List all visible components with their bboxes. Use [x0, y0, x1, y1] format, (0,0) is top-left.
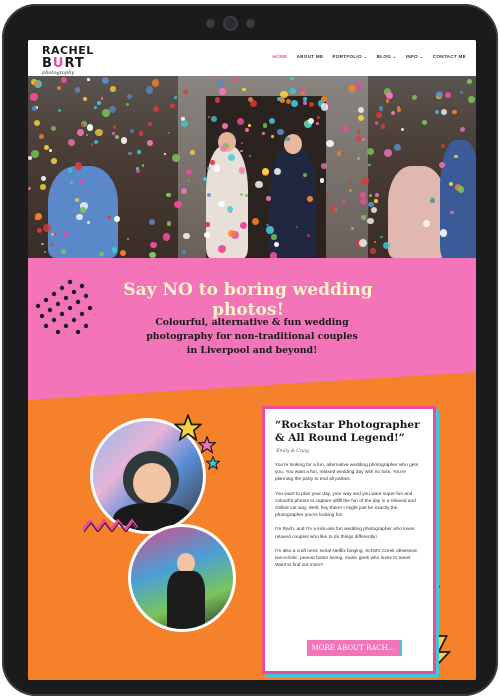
confetti-dot: [386, 92, 393, 99]
confetti-dot: [361, 177, 368, 184]
confetti-dot: [181, 188, 187, 194]
confetti-dot: [70, 181, 73, 184]
confetti-dot: [210, 160, 215, 165]
confetti-dot: [172, 154, 180, 162]
logo-letter: B: [42, 56, 53, 71]
confetti-dot: [112, 132, 115, 135]
confetti-dot: [449, 182, 453, 186]
confetti-dot: [374, 199, 377, 202]
more-about-rach-button[interactable]: MORE ABOUT RACH...: [307, 640, 399, 656]
confetti-dot: [289, 88, 295, 94]
confetti-dot: [40, 184, 46, 190]
confetti-dot: [120, 250, 126, 256]
confetti-dot: [43, 224, 51, 232]
confetti-dot: [41, 243, 43, 245]
confetti-dot: [81, 124, 84, 127]
confetti-dot: [94, 106, 97, 109]
front-camera: [225, 18, 236, 29]
confetti-dot: [303, 97, 306, 100]
portrait-photo-2: [128, 524, 236, 632]
confetti-dot: [309, 102, 314, 107]
confetti-dot: [34, 120, 40, 126]
portrait-face: [177, 553, 195, 573]
hero-subline: Colourful, alternative & fun wedding photography for non-traditional couples in Liverpool and beyond!: [146, 317, 358, 356]
confetti-dot: [150, 242, 156, 248]
confetti-dot: [142, 164, 144, 166]
confetti-dot: [37, 228, 42, 233]
testimonial-author: -Emily & Craig: [275, 449, 309, 454]
logo-tagline: photography: [42, 70, 75, 76]
confetti-dot: [79, 179, 84, 184]
confetti-dot: [75, 198, 79, 202]
nav-contact[interactable]: CONTACT ME: [432, 54, 466, 59]
confetti-dot: [460, 127, 465, 132]
confetti-dot: [57, 86, 61, 90]
confetti-dot: [232, 77, 237, 82]
confetti-dot: [28, 187, 31, 190]
confetti-dot: [130, 129, 134, 133]
confetti-dot: [183, 90, 187, 94]
confetti-dot: [436, 91, 443, 98]
confetti-dot: [285, 137, 289, 141]
confetti-dot: [349, 181, 352, 184]
confetti-dot: [263, 123, 267, 127]
confetti-dot: [326, 140, 333, 147]
camera-dot: [206, 19, 215, 28]
confetti-dot: [227, 206, 233, 212]
hero-wedding-photo: [28, 76, 476, 258]
confetti-dot: [148, 122, 152, 126]
confetti-dot: [94, 140, 98, 144]
confetti-dot: [97, 101, 101, 105]
hero-headline: Say NO to boring wedding photos!: [123, 280, 373, 320]
confetti-dot: [102, 77, 109, 84]
confetti-dot: [245, 194, 248, 197]
confetti-dot: [359, 239, 367, 247]
confetti-dot: [441, 109, 447, 115]
confetti-dot: [401, 128, 404, 131]
confetti-dot: [61, 77, 67, 83]
confetti-dot: [80, 207, 86, 213]
confetti-dot: [321, 163, 327, 169]
nav-home[interactable]: HOME: [272, 54, 288, 59]
confetti-dot: [342, 200, 345, 203]
confetti-dot: [51, 158, 56, 163]
nav-info[interactable]: INFO ⌄: [405, 54, 424, 59]
confetti-dot: [58, 109, 60, 111]
nav-portfolio[interactable]: PORTFOLIO ⌄: [332, 54, 368, 59]
confetti-dot: [342, 125, 349, 132]
confetti-dot: [375, 193, 379, 197]
main-nav: [272, 54, 466, 60]
confetti-dot: [128, 152, 131, 155]
confetti-dot: [384, 149, 392, 157]
camera-dot: [246, 19, 255, 28]
confetti-dot: [357, 157, 359, 159]
star-icon: [206, 456, 220, 470]
confetti-dot: [77, 129, 84, 136]
confetti-dot: [360, 198, 367, 205]
confetti-dot: [321, 96, 327, 102]
site-logo[interactable]: [42, 45, 94, 76]
confetti-dot: [394, 144, 401, 151]
hero-guest: [388, 166, 446, 258]
confetti-dot: [51, 126, 56, 131]
confetti-dot: [87, 124, 93, 130]
about-paragraph: I'm also a craft nerd, serial Netflix binging, Schitt's Creek obsessed, tea-a-holic, peanut butter loving, music geek who loves to travel. Want to find out more?: [275, 548, 418, 569]
confetti-dot: [83, 97, 87, 101]
confetti-dot: [170, 104, 174, 108]
confetti-dot: [86, 134, 88, 136]
confetti-dot: [468, 96, 475, 103]
confetti-dot: [239, 167, 246, 174]
confetti-dot: [386, 99, 389, 102]
hero-guest: [440, 140, 476, 258]
confetti-dot: [115, 135, 119, 139]
confetti-dot: [113, 125, 116, 128]
testimonial-quote: “Rockstar Photographer & All Round Legend!”: [275, 419, 420, 444]
confetti-dot: [76, 214, 82, 220]
portrait-face: [133, 463, 171, 503]
confetti-dot: [153, 106, 159, 112]
confetti-dot: [127, 94, 132, 99]
confetti-dot: [166, 193, 171, 198]
confetti-dot: [266, 226, 273, 233]
confetti-dot: [291, 100, 298, 107]
confetti-dot: [452, 110, 457, 115]
confetti-dot: [367, 148, 375, 156]
confetti-dot: [126, 103, 128, 105]
confetti-dot: [240, 193, 243, 196]
confetti-dot: [423, 220, 430, 227]
confetti-dot: [441, 144, 445, 148]
confetti-dot: [249, 155, 251, 157]
confetti-dot: [255, 181, 263, 189]
confetti-dot: [248, 124, 251, 127]
tablet-frame: [2, 4, 498, 696]
confetti-dot: [412, 95, 417, 100]
confetti-dot: [39, 134, 44, 139]
confetti-dot: [186, 169, 192, 175]
confetti-dot: [357, 130, 360, 133]
confetti-dot: [361, 215, 365, 219]
confetti-dot: [458, 186, 465, 193]
confetti-dot: [75, 87, 81, 93]
confetti-dot: [95, 129, 103, 137]
star-icon: [198, 436, 216, 454]
nav-about[interactable]: ABOUT ME: [296, 54, 324, 59]
confetti-dot: [222, 123, 228, 129]
confetti-dot: [168, 132, 170, 134]
confetti-dot: [450, 211, 454, 215]
confetti-dot: [370, 248, 375, 253]
confetti-dot: [271, 234, 276, 239]
confetti-dot: [136, 167, 139, 170]
confetti-dot: [467, 79, 472, 84]
confetti-dot: [213, 165, 220, 172]
confetti-dot: [167, 221, 171, 225]
confetti-dot: [44, 251, 46, 253]
confetti-dot: [76, 249, 82, 255]
confetti-dot: [30, 93, 38, 101]
about-paragraph: I'm Rach, and I'm a kick-ass fun wedding photographer who loves relaxed couples who like to do things differently!: [275, 527, 415, 540]
confetti-dot: [61, 249, 66, 254]
confetti-dot: [87, 78, 90, 81]
confetti-dot: [440, 229, 448, 237]
confetti-dot: [435, 110, 439, 114]
confetti-dot: [356, 136, 361, 141]
confetti-dot: [54, 233, 56, 235]
about-card: [262, 406, 436, 674]
confetti-dot: [381, 124, 385, 128]
confetti-dot: [397, 108, 401, 112]
confetti-dot: [34, 81, 39, 86]
confetti-dot: [218, 245, 226, 253]
confetti-dot: [41, 176, 46, 181]
confetti-dot: [174, 96, 177, 99]
about-paragraph: You're looking for a fun, alternative wedding photographer who gets you. You want a fun, relaxed wedding day with no fuss. You're planning the party to end all parties.: [275, 463, 419, 483]
confetti-dot: [303, 173, 307, 177]
confetti-dot: [422, 120, 427, 125]
confetti-dot: [460, 91, 463, 94]
confetti-dot: [101, 97, 104, 100]
logo-line-2: [42, 57, 94, 70]
confetti-dot: [320, 178, 324, 182]
confetti-dot: [109, 106, 116, 113]
confetti-dot: [391, 111, 396, 116]
confetti-dot: [114, 216, 120, 222]
confetti-dot: [330, 205, 337, 212]
confetti-dot: [303, 101, 307, 105]
confetti-dot: [430, 199, 434, 203]
confetti-dot: [31, 150, 39, 158]
confetti-dot: [380, 236, 383, 239]
confetti-dot: [362, 138, 365, 141]
confetti-dot: [49, 149, 52, 152]
confetti-dot: [44, 145, 49, 150]
cta-wrapper: [307, 637, 399, 656]
confetti-dot: [445, 92, 451, 98]
logo-letter: U: [52, 56, 65, 71]
confetti-dot: [368, 202, 374, 208]
confetti-dot: [121, 137, 128, 144]
nav-blog[interactable]: BLOG ⌄: [376, 54, 397, 59]
confetti-dot: [214, 78, 217, 81]
confetti-dot: [376, 112, 382, 118]
confetti-dot: [149, 219, 155, 225]
logo-letter: RT: [64, 56, 85, 71]
portrait-body: [167, 571, 205, 632]
confetti-dot: [215, 97, 220, 102]
website-screen: [28, 40, 476, 680]
confetti-dot: [358, 107, 364, 113]
logo-line-1: RACHEL: [42, 44, 94, 57]
confetti-dot: [35, 213, 42, 220]
confetti-dot: [68, 139, 76, 147]
confetti-dot: [337, 151, 341, 155]
confetti-dot: [127, 238, 129, 240]
confetti-dot: [32, 106, 37, 111]
site-header: [28, 40, 476, 76]
confetti-dot: [163, 233, 171, 241]
confetti-dot: [110, 86, 115, 91]
zigzag-icon: [82, 518, 138, 532]
confetti-dot: [374, 241, 377, 244]
about-paragraph: You want to plan your day, your way and you want super-fun and colourful photos to capture allllll the fun of the day in a relaxed and chilled out way. Well, hey there! I might just be exactly the photographer you're looking for!: [275, 491, 416, 519]
confetti-dot: [164, 153, 167, 156]
confetti-dot: [367, 218, 374, 225]
confetti-dot: [152, 79, 159, 86]
confetti-dot: [241, 142, 243, 144]
confetti-dot: [369, 194, 372, 197]
confetti-dot: [139, 131, 143, 135]
confetti-dot: [205, 222, 210, 227]
confetti-dot: [266, 196, 271, 201]
confetti-dot: [183, 233, 189, 239]
confetti-dot: [375, 121, 379, 125]
confetti-dot: [99, 252, 103, 256]
confetti-dot: [245, 128, 249, 132]
confetti-dot: [137, 150, 140, 153]
confetti-dot: [146, 86, 154, 94]
confetti-dot: [371, 207, 377, 213]
confetti-dot: [91, 143, 94, 146]
confetti-dot: [147, 140, 153, 146]
confetti-dot: [368, 164, 370, 166]
confetti-dot: [379, 106, 383, 110]
